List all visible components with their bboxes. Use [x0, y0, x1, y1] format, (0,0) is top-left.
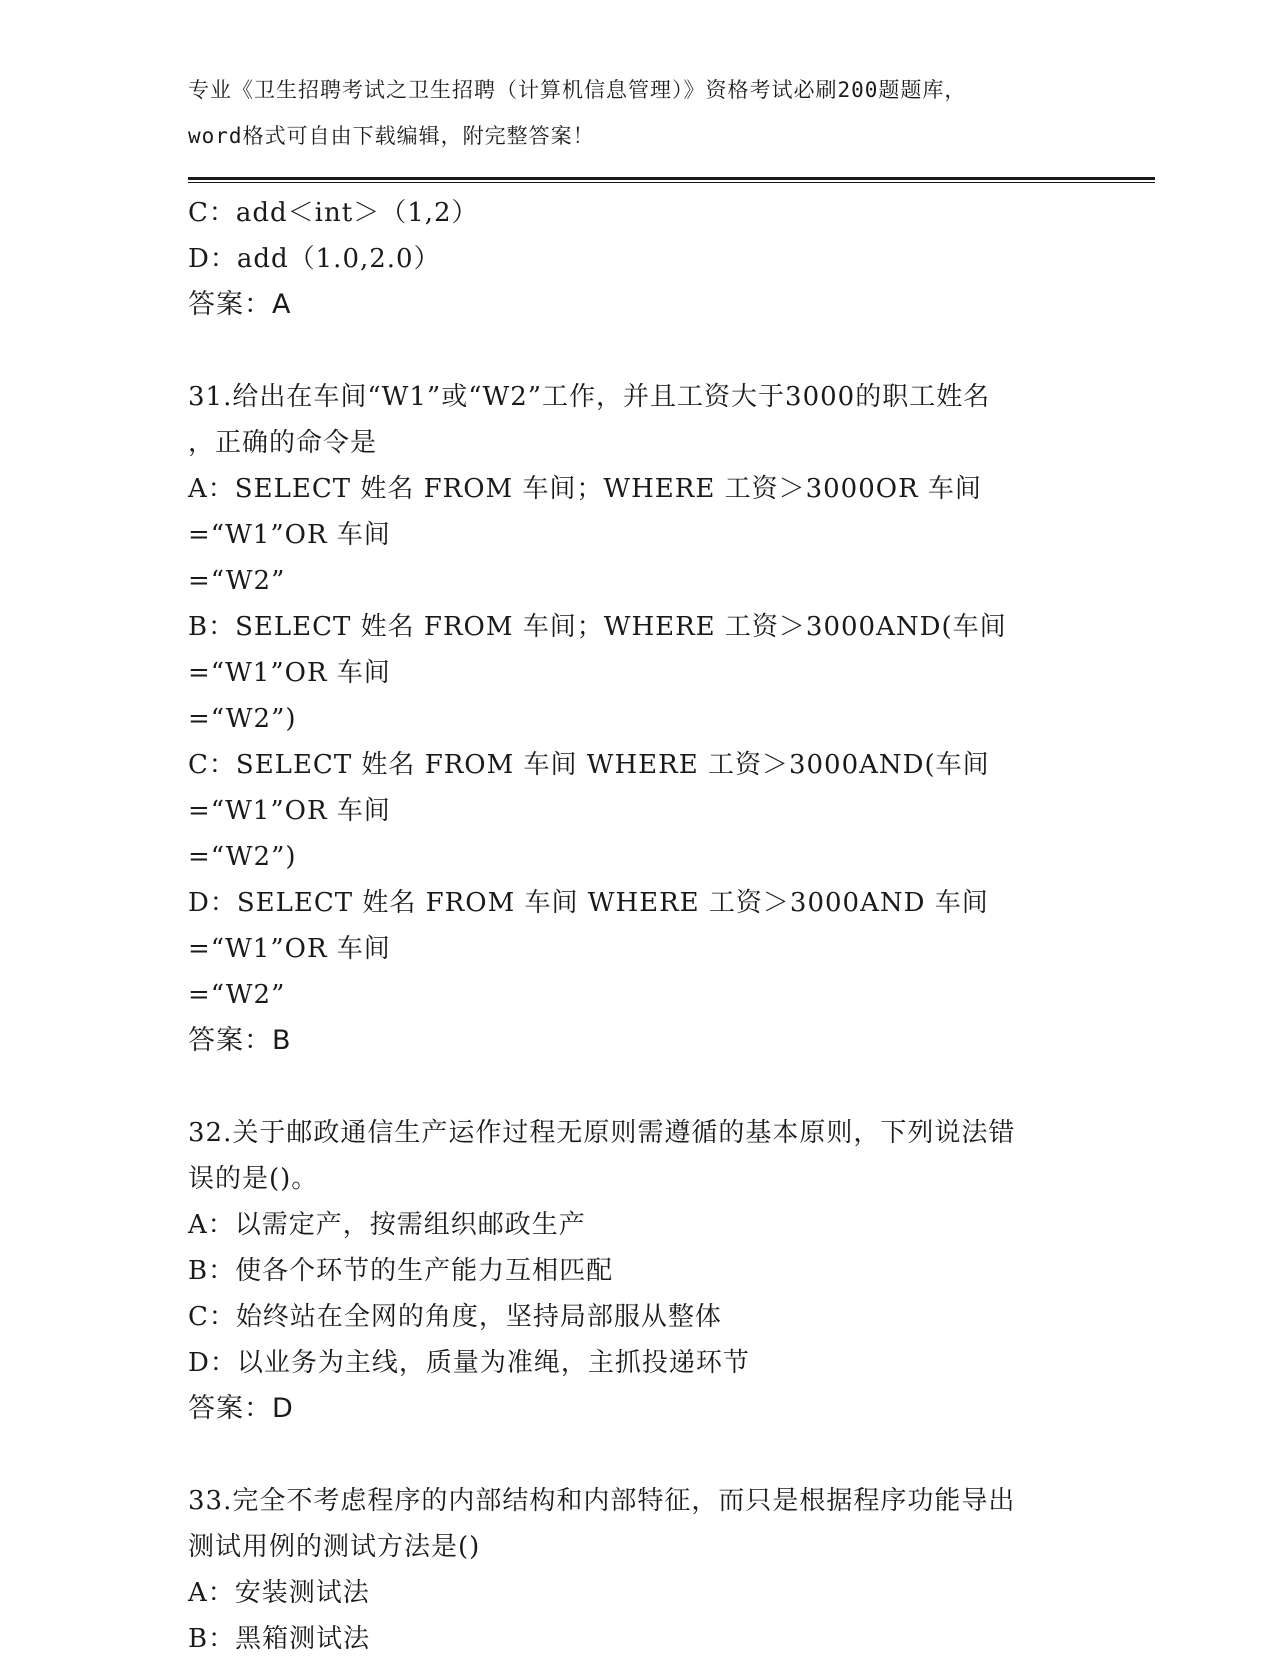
spacer [188, 1432, 1088, 1478]
question-stem: 31.给出在车间“W1”或“W2”工作，并且工资大于3000的职工姓名 [188, 382, 991, 412]
question-stem: 33.完全不考虑程序的内部结构和内部特征，而只是根据程序功能导出 [188, 1486, 1016, 1516]
option-c-cont: =“W2”) [188, 842, 297, 872]
option-a: A：安装测试法 [188, 1578, 370, 1608]
header-line-2: word格式可自由下载编辑，附完整答案！ [188, 124, 595, 148]
spacer [188, 328, 1088, 374]
question-stem: 32.关于邮政通信生产运作过程无原则需遵循的基本原则，下列说法错 [188, 1118, 1016, 1148]
question-32 [188, 1110, 1088, 1432]
option-d-cont: =“W2” [188, 980, 286, 1010]
question-stem-cont: ，正确的命令是 [188, 428, 378, 458]
option-c: C：始终站在全网的角度，坚持局部服从整体 [188, 1302, 722, 1332]
option-a: A：以需定产，按需组织邮政生产 [188, 1210, 586, 1240]
question-31 [188, 374, 1088, 1064]
option-d: D：add（1.0,2.0） [188, 244, 441, 274]
answer: 答案：A [188, 289, 292, 320]
option-b: B：使各个环节的生产能力互相匹配 [188, 1256, 614, 1286]
question-stem-cont: 测试用例的测试方法是() [188, 1532, 481, 1562]
option-c: C：SELECT 姓名 FROM 车间 WHERE 工资＞3000AND(车间=“W1”OR 车间 [188, 750, 990, 826]
question-30-tail [188, 190, 1088, 328]
option-b: B：黑箱测试法 [188, 1624, 371, 1654]
option-c: C：add＜int＞（1,2） [188, 198, 479, 228]
option-b: B：SELECT 姓名 FROM 车间；WHERE 工资＞3000AND(车间=“W1”OR 车间 [188, 612, 1007, 688]
answer: 答案：B [188, 1025, 292, 1056]
question-stem-cont: 误的是()。 [188, 1164, 319, 1194]
option-d: D：以业务为主线，质量为准绳，主抓投递环节 [188, 1348, 750, 1378]
option-b-cont: =“W2”) [188, 704, 297, 734]
option-a: A：SELECT 姓名 FROM 车间；WHERE 工资＞3000OR 车间=“W1”OR 车间 [188, 474, 982, 550]
answer: 答案：D [188, 1393, 294, 1424]
question-list [188, 190, 1088, 1662]
question-33 [188, 1478, 1088, 1662]
header-divider-thick [188, 177, 1155, 180]
spacer [188, 1064, 1088, 1110]
header-divider-thin [188, 182, 1155, 183]
option-a-cont: =“W2” [188, 566, 286, 596]
document-header [188, 74, 1088, 166]
header-line-1: 专业《卫生招聘考试之卫生招聘（计算机信息管理）》资格考试必刷200题题库， [188, 78, 967, 102]
option-d: D：SELECT 姓名 FROM 车间 WHERE 工资＞3000AND 车间=“W1”OR 车间 [188, 888, 989, 964]
